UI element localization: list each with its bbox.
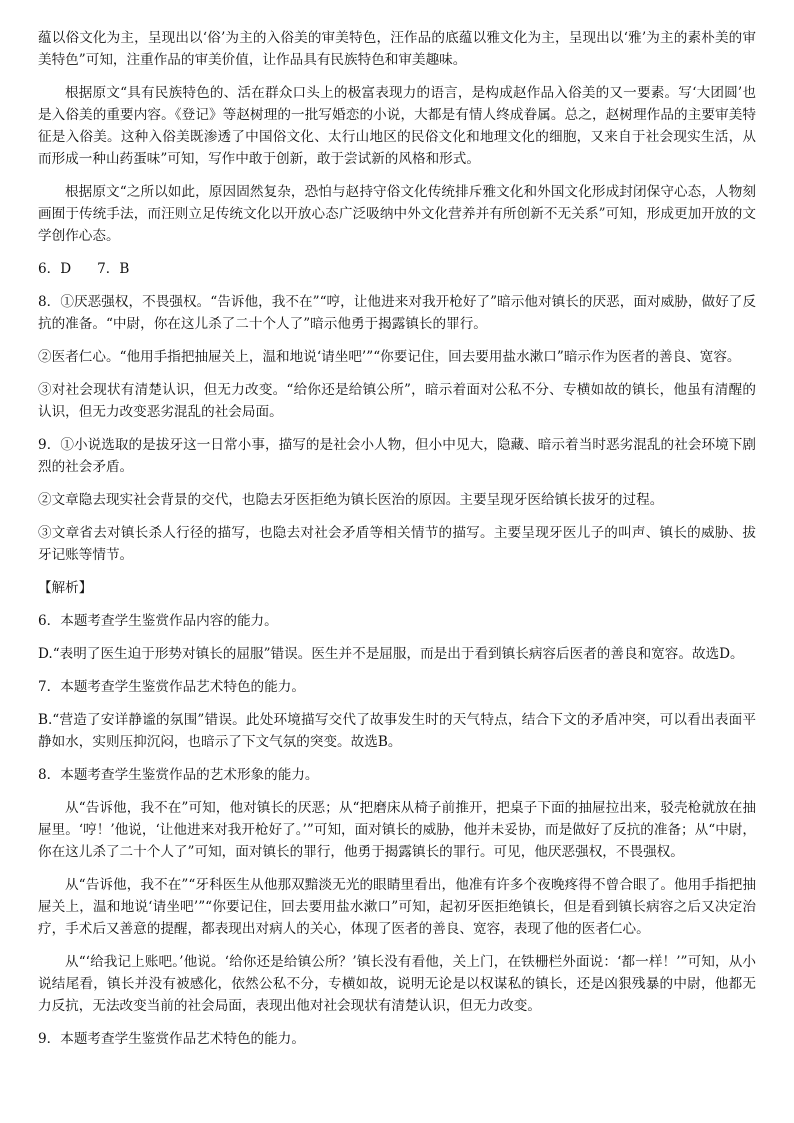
analysis-6-heading: 6．本题考查学生鉴赏作品内容的能力。 bbox=[38, 613, 278, 629]
paragraph-source-3: 根据原文“之所以如此，原因固然复杂，恐怕与赵持守俗文化传统排斥雅文化和外国文化形成封闭保守心态，人物刻画囿于传统手法，而汪则立足传统文化以开放心态广泛吸纳中外文化营养并有所创新不无关系”可知，形成更加开放的文学创作心态。 bbox=[38, 184, 756, 244]
answer-9-point-3: ③文章省去对镇长杀人行径的描写，也隐去对社会矛盾等相关情节的描写。主要呈现牙医儿子的叫声、镇长的威胁、拔牙记账等情节。 bbox=[38, 525, 756, 563]
answer-line-6-7 bbox=[38, 258, 756, 280]
answer-8-point-3: ③对社会现状有清楚认识，但无力改变。“给你还是给镇公所”，暗示着面对公私不分、专横如故的镇长，他虽有清醒的认识，但无力改变恶劣混乱的社会局面。 bbox=[38, 382, 756, 420]
paragraph-source-2: 根据原文“具有民族特色的、活在群众口头上的极富表现力的语言，是构成赵作品入俗美的又一要素。写‘大团圆’也是入俗美的重要内容。《登记》等赵树理的一批写婚恋的小说，大都是有情人终成眷属。总之，赵树理作品的主要审美特征是入俗美。这种入俗美既渗透了中国俗文化、太行山地区的民俗文化和地理文化的细胞，又来自于社会现实生活，从而形成一种山药蛋味”可知，写作中敢于创新，敢于尝试新的风格和形式。 bbox=[38, 85, 756, 167]
paragraph-source-1: 蕴以俗文化为主，呈现出以‘俗’为主的入俗美的审美特色，汪作品的底蕴以雅文化为主，呈现出以‘雅’为主的素朴美的审美特色”可知，注重作品的审美价值，让作品具有民族特色和审美趣味。 bbox=[38, 30, 756, 68]
answer-8-point-1: 8．①厌恶强权，不畏强权。“告诉他，我不在”“哼，让他进来对我开枪好了”暗示他对镇长的厌恶，面对威胁，做好了反抗的准备。“中尉，你在这儿杀了二十个人了”暗示他勇于揭露镇长的罪行。 bbox=[38, 294, 756, 332]
answer-9-point-2: ②文章隐去现实社会背景的交代，也隐去牙医拒绝为镇长医治的原因。主要呈现牙医给镇长拔牙的过程。 bbox=[38, 492, 664, 508]
analysis-heading: 【解析】 bbox=[38, 580, 93, 596]
answer-7: 7．B bbox=[97, 261, 130, 277]
answer-6: 6．D bbox=[38, 261, 72, 277]
analysis-8-heading: 8．本题考查学生鉴赏作品的艺术形象的能力。 bbox=[38, 767, 319, 783]
analysis-7-heading: 7．本题考查学生鉴赏作品艺术特色的能力。 bbox=[38, 679, 305, 695]
answer-8-point-2: ②医者仁心。“他用手指把抽屉关上，温和地说‘请坐吧’”“你要记住，回去要用盐水漱口”暗示作为医者的善良、宽容。 bbox=[38, 349, 741, 365]
analysis-8-body-2: 从“告诉他，我不在”“牙科医生从他那双黯淡无光的眼睛里看出，他准有许多个夜晚疼得不曾合眼了。他用手指把抽屉关上，温和地说‘请坐吧’”“你要记住，回去要用盐水漱口”可知，起初牙医拒绝镇长，但是看到镇长病容之后又决定治疗，手术后又善意的提醒，都表现出对病人的关心，体现了医者的善良、宽容，表现了他的医者仁心。 bbox=[38, 877, 756, 937]
analysis-8-body-1: 从“告诉他，我不在”可知，他对镇长的厌恶；从“把磨床从椅子前推开，把桌子下面的抽屉拉出来，驳壳枪就放在抽屉里。‘哼！’他说，‘让他进来对我开枪好了。’”可知，面对镇长的威胁，他并未妥协，而是做好了反抗的准备；从“中尉，你在这儿杀了二十个人了”可知，面对镇长的罪行，他勇于揭露镇长的罪行。可见，他厌恶强权，不畏强权。 bbox=[38, 800, 756, 860]
analysis-8-body-3: 从“‘给我记上账吧。’他说。‘给你还是给镇公所？’镇长没有看他，关上门，在铁栅栏外面说：‘都一样！’”可知，从小说结尾看，镇长并没有被感化，依然公私不分，专横如故，说明无论是以权谋私的镇长，还是凶狠残暴的中尉，他都无力反抗，无法改变当前的社会局面，表现出他对社会现状有清楚认识，但无力改变。 bbox=[38, 954, 756, 1014]
analysis-9-heading: 9．本题考查学生鉴赏作品艺术特色的能力。 bbox=[38, 1031, 305, 1047]
answer-9-point-1: 9．①小说选取的是拔牙这一日常小事，描写的是社会小人物，但小中见大，隐藏、暗示着当时恶劣混乱的社会环境下剧烈的社会矛盾。 bbox=[38, 437, 756, 475]
analysis-6-body: D.“表明了医生迫于形势对镇长的屈服”错误。医生并不是屈服，而是出于看到镇长病容后医者的善良和宽容。故选D。 bbox=[38, 646, 744, 662]
analysis-7-body: B.“营造了安详静谧的氛围”错误。此处环境描写交代了故事发生时的天气特点，结合下文的矛盾冲突，可以看出表面平静如水，实则压抑沉闷，也暗示了下文气氛的突变。故选B。 bbox=[38, 712, 756, 750]
